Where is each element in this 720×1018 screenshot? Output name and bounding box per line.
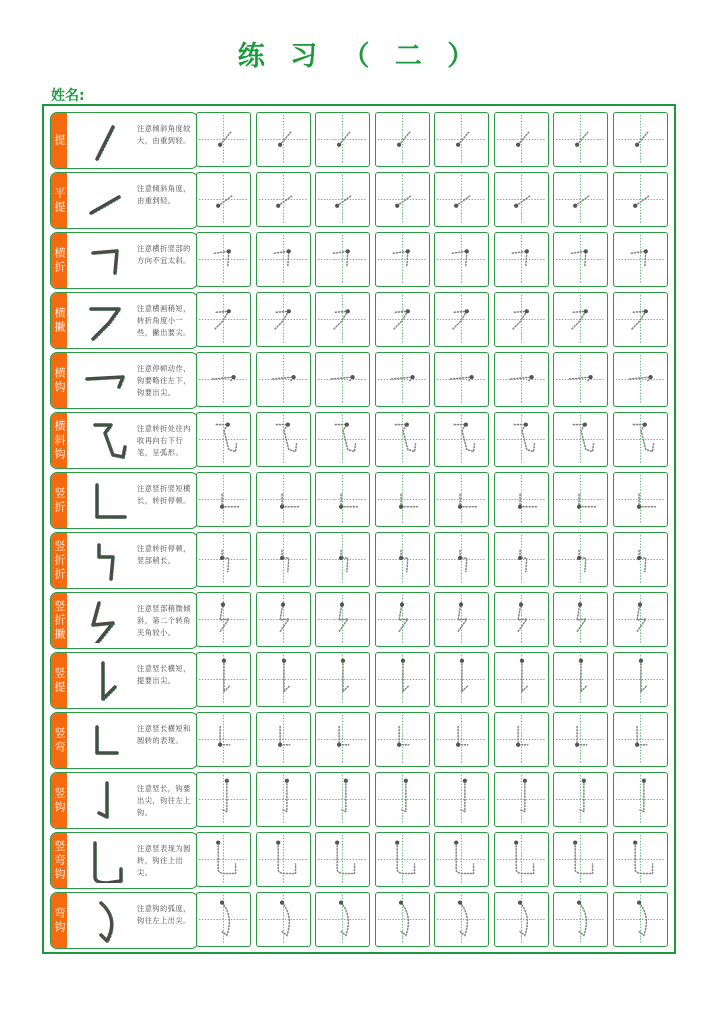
tracing-guide xyxy=(376,533,429,586)
tracing-guide xyxy=(257,533,310,586)
tracing-cell[interactable] xyxy=(553,232,608,287)
tracing-cell[interactable] xyxy=(315,232,370,287)
tracing-guide xyxy=(197,593,250,646)
tracing-cell[interactable] xyxy=(315,472,370,527)
tracing-guide xyxy=(316,533,369,586)
tracing-guide xyxy=(554,833,607,886)
tracing-guide xyxy=(435,293,488,346)
tracing-guide xyxy=(495,773,548,826)
tracing-guide xyxy=(376,713,429,766)
tracing-cell[interactable] xyxy=(315,652,370,707)
tracing-cell[interactable] xyxy=(256,592,311,647)
tracing-guide xyxy=(614,173,667,226)
tracing-cell[interactable] xyxy=(494,232,549,287)
tracing-cell[interactable] xyxy=(375,412,430,467)
tracing-guide xyxy=(435,473,488,526)
tracing-guide xyxy=(376,653,429,706)
tracing-cell[interactable] xyxy=(553,892,608,947)
tracing-cell[interactable] xyxy=(375,532,430,587)
tracing-guide xyxy=(316,893,369,946)
practice-row xyxy=(50,352,670,409)
tracing-cell[interactable] xyxy=(613,832,668,887)
tracing-guide xyxy=(316,773,369,826)
stroke-label-card xyxy=(50,592,198,649)
ping-ti-stroke-icon xyxy=(77,179,135,223)
tracing-cell[interactable] xyxy=(613,172,668,227)
tracing-guide xyxy=(197,233,250,286)
tracing-cell[interactable] xyxy=(553,292,608,347)
tracing-cell[interactable] xyxy=(613,652,668,707)
tracing-cell[interactable] xyxy=(196,232,251,287)
tracing-guide xyxy=(197,353,250,406)
stroke-label-card xyxy=(50,412,198,469)
tracing-guide xyxy=(257,593,310,646)
tracing-cell[interactable] xyxy=(256,472,311,527)
stroke-label-card xyxy=(50,472,198,529)
name-field-label: 姓名: xyxy=(51,88,85,104)
practice-row xyxy=(50,112,670,169)
tracing-guide xyxy=(197,713,250,766)
tracing-cell[interactable] xyxy=(196,532,251,587)
stroke-tip-text: 注意竖表现为圆转，钩往上出尖。 xyxy=(137,844,191,877)
wan-gou-stroke-icon xyxy=(77,899,135,943)
tracing-cell[interactable] xyxy=(613,472,668,527)
stroke-name-tag: 横斜钩 xyxy=(51,413,67,468)
tracing-guide xyxy=(257,233,310,286)
tracing-cell[interactable] xyxy=(553,112,608,167)
tracing-cell[interactable] xyxy=(434,652,489,707)
stroke-tip-text: 注意横画稍短，转折角度小一些，撇出要尖。 xyxy=(137,304,191,337)
shu-wan-gou-stroke-icon xyxy=(77,839,135,883)
tracing-guide xyxy=(614,533,667,586)
tracing-guide xyxy=(495,413,548,466)
stroke-name-tag: 竖钩 xyxy=(51,773,67,828)
tracing-cell[interactable] xyxy=(375,112,430,167)
practice-row xyxy=(50,772,670,829)
tracing-cell[interactable] xyxy=(553,592,608,647)
tracing-cell[interactable] xyxy=(613,352,668,407)
tracing-cell[interactable] xyxy=(256,832,311,887)
tracing-cell[interactable] xyxy=(375,292,430,347)
tracing-guide xyxy=(376,173,429,226)
tracing-guide xyxy=(376,353,429,406)
tracing-cell[interactable] xyxy=(256,112,311,167)
tracing-guide xyxy=(316,593,369,646)
tracing-cell[interactable] xyxy=(494,472,549,527)
tracing-guide xyxy=(376,293,429,346)
stroke-label-card xyxy=(50,772,198,829)
tracing-guide xyxy=(257,173,310,226)
tracing-cell[interactable] xyxy=(494,412,549,467)
tracing-cell[interactable] xyxy=(553,832,608,887)
tracing-guide xyxy=(197,533,250,586)
tracing-cell[interactable] xyxy=(434,172,489,227)
stroke-tip-text: 注意竖长横短，提要出尖。 xyxy=(137,664,191,685)
page-title: 练 习 （ 二 ） xyxy=(237,41,483,72)
tracing-guide xyxy=(435,893,488,946)
stroke-tip-text: 注意转折停顿，竖部稍长。 xyxy=(137,544,191,565)
practice-row xyxy=(50,592,670,649)
tracing-cell[interactable] xyxy=(553,472,608,527)
shu-ti-stroke-icon xyxy=(77,659,135,703)
tracing-guide xyxy=(435,413,488,466)
tracing-cell[interactable] xyxy=(256,652,311,707)
tracing-guide xyxy=(614,833,667,886)
tracing-guide xyxy=(495,713,548,766)
stroke-name-tag: 横折 xyxy=(51,233,67,288)
tracing-cell[interactable] xyxy=(613,112,668,167)
tracing-cell[interactable] xyxy=(196,652,251,707)
tracing-cell[interactable] xyxy=(375,652,430,707)
tracing-guide xyxy=(554,353,607,406)
tracing-cell[interactable] xyxy=(315,592,370,647)
tracing-cell[interactable] xyxy=(613,412,668,467)
practice-sheet xyxy=(42,104,676,954)
tracing-cell[interactable] xyxy=(613,892,668,947)
tracing-cell[interactable] xyxy=(315,712,370,767)
tracing-guide xyxy=(495,293,548,346)
tracing-cell[interactable] xyxy=(434,232,489,287)
stroke-label-card xyxy=(50,352,198,409)
practice-row xyxy=(50,232,670,289)
tracing-guide xyxy=(376,833,429,886)
tracing-guide xyxy=(435,533,488,586)
tracing-cell[interactable] xyxy=(613,772,668,827)
stroke-tip-text: 注意转折处往内收再向右下行笔，呈弧形。 xyxy=(137,424,191,457)
tracing-cell[interactable] xyxy=(613,532,668,587)
stroke-label-card xyxy=(50,292,198,349)
tracing-guide xyxy=(435,713,488,766)
tracing-guide xyxy=(614,113,667,166)
tracing-cell[interactable] xyxy=(553,172,608,227)
tracing-guide xyxy=(495,893,548,946)
tracing-cell[interactable] xyxy=(494,172,549,227)
tracing-guide xyxy=(495,353,548,406)
tracing-cell[interactable] xyxy=(553,412,608,467)
tracing-cell[interactable] xyxy=(434,292,489,347)
shu-zhe-stroke-icon xyxy=(77,479,135,523)
tracing-cell[interactable] xyxy=(613,712,668,767)
tracing-cell[interactable] xyxy=(613,232,668,287)
stroke-tip-text: 注意竖折竖短横长，转折停顿。 xyxy=(137,484,191,505)
tracing-guide xyxy=(257,473,310,526)
stroke-label-card xyxy=(50,832,198,889)
practice-row xyxy=(50,412,670,469)
tracing-cell[interactable] xyxy=(375,232,430,287)
tracing-guide xyxy=(495,593,548,646)
tracing-guide xyxy=(614,593,667,646)
heng-gou-stroke-icon xyxy=(77,359,135,403)
tracing-guide xyxy=(197,413,250,466)
tracing-guide xyxy=(614,473,667,526)
tracing-guide xyxy=(554,593,607,646)
tracing-cell[interactable] xyxy=(375,172,430,227)
tracing-guide xyxy=(197,173,250,226)
tracing-cell[interactable] xyxy=(494,892,549,947)
tracing-cell[interactable] xyxy=(375,592,430,647)
tracing-guide xyxy=(197,773,250,826)
tracing-cell[interactable] xyxy=(375,712,430,767)
tracing-cell[interactable] xyxy=(613,292,668,347)
tracing-cell[interactable] xyxy=(196,352,251,407)
tracing-cell[interactable] xyxy=(315,112,370,167)
tracing-cell[interactable] xyxy=(553,772,608,827)
tracing-guide xyxy=(614,773,667,826)
stroke-tip-text: 注意竖长，钩要出尖，钩往左上钩。 xyxy=(137,784,191,817)
stroke-tip-text: 注意倾斜角度，由重到轻。 xyxy=(137,184,191,205)
tracing-guide xyxy=(316,653,369,706)
tracing-guide xyxy=(554,293,607,346)
tracing-guide xyxy=(316,233,369,286)
tracing-cell[interactable] xyxy=(256,772,311,827)
tracing-cell[interactable] xyxy=(375,772,430,827)
stroke-tip-text: 注意停顿动作，钩要略往左下，钩要出尖。 xyxy=(137,364,191,397)
tracing-guide xyxy=(316,413,369,466)
tracing-guide xyxy=(495,113,548,166)
tracing-guide xyxy=(376,233,429,286)
tracing-cell[interactable] xyxy=(256,532,311,587)
tracing-guide xyxy=(257,113,310,166)
stroke-name-tag: 竖折折 xyxy=(51,533,67,588)
stroke-label-card xyxy=(50,172,198,229)
tracing-cell[interactable] xyxy=(434,112,489,167)
stroke-label-card xyxy=(50,532,198,589)
tracing-guide xyxy=(435,353,488,406)
tracing-guide xyxy=(495,533,548,586)
stroke-tip-text: 注意竖部稍微倾斜，第二个转角夹角较小。 xyxy=(137,604,191,637)
tracing-cell[interactable] xyxy=(256,292,311,347)
tracing-cell[interactable] xyxy=(494,352,549,407)
tracing-cell[interactable] xyxy=(434,892,489,947)
heng-xie-gou-stroke-icon xyxy=(77,419,135,463)
tracing-cell[interactable] xyxy=(196,412,251,467)
stroke-label-card xyxy=(50,712,198,769)
tracing-guide xyxy=(197,113,250,166)
tracing-cell[interactable] xyxy=(256,232,311,287)
tracing-guide xyxy=(554,413,607,466)
tracing-guide xyxy=(435,833,488,886)
tracing-guide xyxy=(495,233,548,286)
tracing-cell[interactable] xyxy=(196,892,251,947)
tracing-guide xyxy=(376,773,429,826)
tracing-guide xyxy=(435,233,488,286)
tracing-guide xyxy=(495,653,548,706)
stroke-name-tag: 竖提 xyxy=(51,653,67,708)
tracing-cell[interactable] xyxy=(494,532,549,587)
tracing-cell[interactable] xyxy=(196,772,251,827)
tracing-guide xyxy=(257,833,310,886)
tracing-guide xyxy=(197,833,250,886)
tracing-guide xyxy=(435,113,488,166)
tracing-guide xyxy=(554,233,607,286)
tracing-cell[interactable] xyxy=(196,292,251,347)
tracing-guide xyxy=(554,653,607,706)
stroke-name-tag: 提 xyxy=(51,113,67,168)
stroke-name-tag: 横钩 xyxy=(51,353,67,408)
tracing-cell[interactable] xyxy=(315,292,370,347)
practice-row xyxy=(50,712,670,769)
practice-row xyxy=(50,832,670,889)
tracing-guide xyxy=(257,713,310,766)
tracing-cell[interactable] xyxy=(434,712,489,767)
tracing-guide xyxy=(614,293,667,346)
tracing-guide xyxy=(316,173,369,226)
tracing-guide xyxy=(495,833,548,886)
shu-gou-stroke-icon xyxy=(77,779,135,823)
practice-row xyxy=(50,892,670,949)
tracing-guide xyxy=(257,653,310,706)
tracing-guide xyxy=(197,293,250,346)
tracing-cell[interactable] xyxy=(315,172,370,227)
tracing-guide xyxy=(435,173,488,226)
tracing-cell[interactable] xyxy=(315,772,370,827)
stroke-name-tag: 竖折撇 xyxy=(51,593,67,648)
tracing-cell[interactable] xyxy=(494,112,549,167)
tracing-guide xyxy=(376,893,429,946)
shu-zhe-pie-stroke-icon xyxy=(77,599,135,643)
tracing-guide xyxy=(197,893,250,946)
tracing-guide xyxy=(554,473,607,526)
tracing-cell[interactable] xyxy=(494,592,549,647)
tracing-guide xyxy=(316,713,369,766)
tracing-cell[interactable] xyxy=(256,892,311,947)
tracing-cell[interactable] xyxy=(196,172,251,227)
tracing-cell[interactable] xyxy=(434,832,489,887)
tracing-guide xyxy=(614,893,667,946)
tracing-guide xyxy=(614,353,667,406)
tracing-guide xyxy=(257,773,310,826)
tracing-guide xyxy=(435,773,488,826)
practice-row xyxy=(50,172,670,229)
practice-row xyxy=(50,652,670,709)
tracing-cell[interactable] xyxy=(315,352,370,407)
tracing-guide xyxy=(376,413,429,466)
tracing-cell[interactable] xyxy=(256,172,311,227)
stroke-label-card xyxy=(50,112,198,169)
tracing-cell[interactable] xyxy=(553,652,608,707)
stroke-name-tag: 竖折 xyxy=(51,473,67,528)
tracing-cell[interactable] xyxy=(434,412,489,467)
tracing-cell[interactable] xyxy=(494,712,549,767)
tracing-guide xyxy=(554,713,607,766)
tracing-guide xyxy=(554,533,607,586)
tracing-cell[interactable] xyxy=(553,712,608,767)
stroke-name-tag: 平提 xyxy=(51,173,67,228)
stroke-label-card xyxy=(50,232,198,289)
practice-row xyxy=(50,532,670,589)
stroke-tip-text: 注意竖长横短和圆转的表现。 xyxy=(137,724,191,745)
tracing-guide xyxy=(257,353,310,406)
tracing-guide xyxy=(376,473,429,526)
stroke-label-card xyxy=(50,892,198,949)
tracing-guide xyxy=(257,413,310,466)
tracing-cell[interactable] xyxy=(315,412,370,467)
tracing-cell[interactable] xyxy=(196,592,251,647)
tracing-guide xyxy=(495,173,548,226)
tracing-guide xyxy=(554,173,607,226)
tracing-cell[interactable] xyxy=(553,352,608,407)
tracing-cell[interactable] xyxy=(375,472,430,527)
tracing-cell[interactable] xyxy=(434,532,489,587)
shu-wan-stroke-icon xyxy=(77,719,135,763)
practice-row xyxy=(50,292,670,349)
practice-row xyxy=(50,472,670,529)
tracing-cell[interactable] xyxy=(434,772,489,827)
tracing-cell[interactable] xyxy=(434,352,489,407)
stroke-name-tag: 竖弯 xyxy=(51,713,67,768)
heng-zhe-stroke-icon xyxy=(77,239,135,283)
tracing-cell[interactable] xyxy=(494,832,549,887)
tracing-cell[interactable] xyxy=(494,652,549,707)
ti-stroke-icon xyxy=(77,119,135,163)
tracing-cell[interactable] xyxy=(256,712,311,767)
tracing-cell[interactable] xyxy=(375,892,430,947)
tracing-guide xyxy=(435,593,488,646)
stroke-tip-text: 注意钩的弧度，钩往左上出尖。 xyxy=(137,904,191,925)
tracing-cell[interactable] xyxy=(494,772,549,827)
stroke-name-tag: 弯钩 xyxy=(51,893,67,948)
tracing-cell[interactable] xyxy=(375,832,430,887)
shu-zhe-zhe-stroke-icon xyxy=(77,539,135,583)
tracing-guide xyxy=(316,473,369,526)
tracing-guide xyxy=(614,233,667,286)
stroke-name-tag: 竖弯钩 xyxy=(51,833,67,888)
tracing-cell[interactable] xyxy=(315,892,370,947)
tracing-guide xyxy=(376,593,429,646)
tracing-guide xyxy=(376,113,429,166)
tracing-cell[interactable] xyxy=(434,592,489,647)
tracing-cell[interactable] xyxy=(434,472,489,527)
tracing-guide xyxy=(495,473,548,526)
tracing-guide xyxy=(197,473,250,526)
tracing-guide xyxy=(614,413,667,466)
tracing-guide xyxy=(435,653,488,706)
stroke-tip-text: 注意横折竖部的方向不宜太斜。 xyxy=(137,244,191,265)
tracing-guide xyxy=(257,293,310,346)
tracing-guide xyxy=(554,893,607,946)
tracing-guide xyxy=(316,833,369,886)
heng-pie-stroke-icon xyxy=(77,299,135,343)
tracing-cell[interactable] xyxy=(613,592,668,647)
tracing-guide xyxy=(316,353,369,406)
tracing-cell[interactable] xyxy=(553,532,608,587)
tracing-guide xyxy=(614,713,667,766)
tracing-cell[interactable] xyxy=(375,352,430,407)
tracing-guide xyxy=(316,113,369,166)
tracing-cell[interactable] xyxy=(256,412,311,467)
tracing-cell[interactable] xyxy=(196,712,251,767)
tracing-cell[interactable] xyxy=(196,472,251,527)
stroke-tip-text: 注意倾斜角度较大，由重到轻。 xyxy=(137,124,191,145)
tracing-cell[interactable] xyxy=(196,112,251,167)
tracing-cell[interactable] xyxy=(196,832,251,887)
tracing-guide xyxy=(554,773,607,826)
tracing-guide xyxy=(316,293,369,346)
tracing-cell[interactable] xyxy=(494,292,549,347)
tracing-guide xyxy=(614,653,667,706)
tracing-cell[interactable] xyxy=(315,832,370,887)
tracing-cell[interactable] xyxy=(256,352,311,407)
tracing-guide xyxy=(197,653,250,706)
tracing-guide xyxy=(554,113,607,166)
stroke-label-card xyxy=(50,652,198,709)
tracing-guide xyxy=(257,893,310,946)
stroke-name-tag: 横撇 xyxy=(51,293,67,348)
tracing-cell[interactable] xyxy=(315,532,370,587)
